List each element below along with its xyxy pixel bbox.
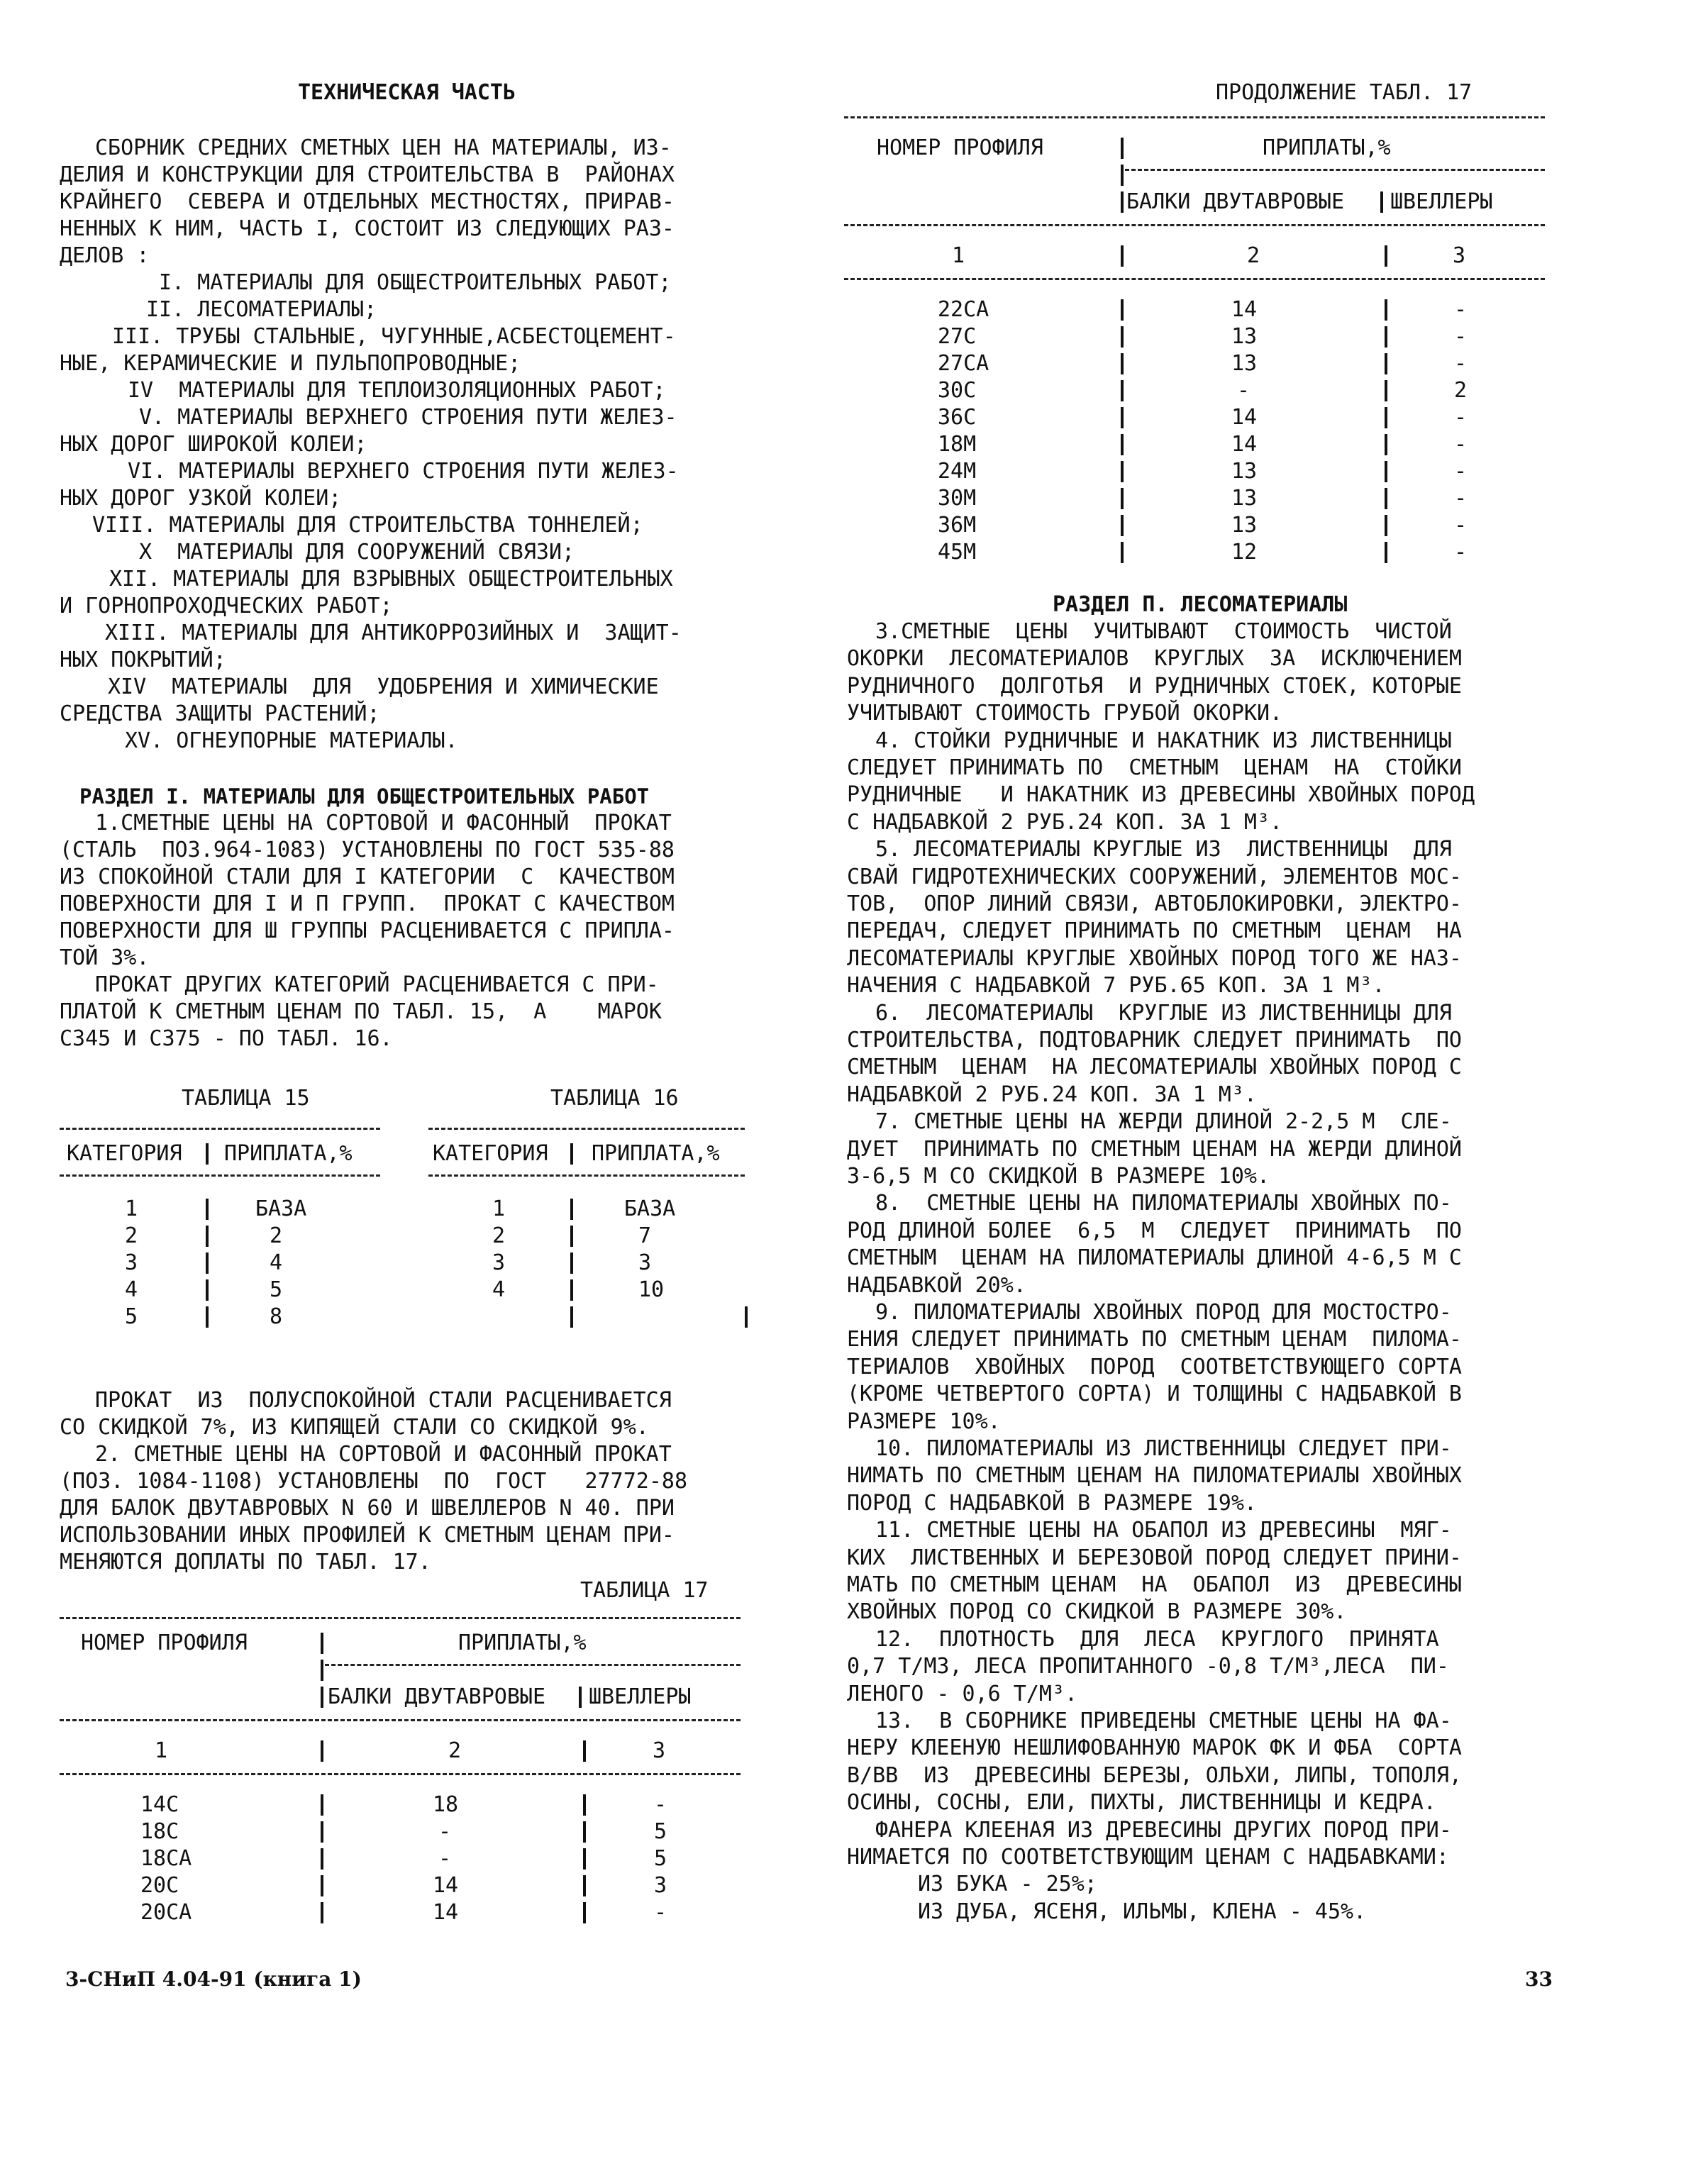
page-footer: 3-СНиП 4.04-91 (книга 1) — [65, 1967, 362, 1991]
table-rule — [60, 1128, 380, 1130]
column-header: ШВЕЛЛЕРЫ — [1390, 189, 1493, 214]
table-cell: 14С — [140, 1792, 179, 1817]
table-cell: 2 — [125, 1223, 138, 1248]
column-header: НОМЕР ПРОФИЛЯ — [81, 1631, 248, 1655]
column-header: ПРИПЛАТЫ,% — [1263, 135, 1391, 160]
column-separator — [583, 1794, 586, 1816]
table-cell: 18М — [938, 432, 977, 457]
section-heading: РАЗДЕЛ П. ЛЕСОМАТЕРИАЛЫ — [1053, 592, 1348, 617]
column-header: ПРИПЛАТА,% — [224, 1141, 353, 1166]
text-line: ДЕЛИЯ И КОНСТРУКЦИИ ДЛЯ СТРОИТЕЛЬСТВА В РАЙОНАХ — [60, 162, 675, 187]
text-line: ПОРОД С НАДБАВКОЙ В РАЗМЕРЕ 19%. — [847, 1490, 1257, 1516]
table-cell: - — [1454, 432, 1468, 457]
column-separator — [583, 1848, 586, 1870]
column-separator — [1121, 488, 1124, 509]
text-line: ЛЕНОГО - 0,6 Т/М³. — [847, 1681, 1078, 1706]
table-cell: 30М — [938, 486, 977, 511]
column-separator — [1385, 488, 1387, 509]
text-line: (СТАЛЬ ПОЗ.964-1083) УСТАНОВЛЕНЫ ПО ГОСТ 535-88 — [60, 838, 675, 862]
table-cell: 14 — [1231, 297, 1258, 322]
column-number: 1 — [952, 243, 965, 268]
column-separator — [321, 1633, 323, 1654]
text-line: ТОВ, ОПОР ЛИНИЙ СВЯЗИ, АВТОБЛОКИРОВКИ, ЭЛЕКТРО- — [847, 891, 1462, 916]
table-rule — [60, 1174, 380, 1177]
column-separator — [583, 1821, 586, 1843]
column-separator — [1121, 165, 1124, 186]
column-separator — [1385, 461, 1387, 482]
list-item: XV. ОГНЕУПОРНЫЕ МАТЕРИАЛЫ. — [125, 728, 458, 753]
table-cell: - — [1237, 378, 1250, 403]
text-line: НИМАТЬ ПО СМЕТНЫМ ЦЕНАМ НА ПИЛОМАТЕРИАЛЫ ХВОЙНЫХ — [847, 1463, 1462, 1489]
table-cell: - — [1454, 513, 1468, 538]
column-separator — [206, 1143, 209, 1165]
table-cell: 4 — [270, 1250, 283, 1275]
list-item: II. ЛЕСОМАТЕРИАЛЫ; — [146, 297, 377, 322]
text-line: СО СКИДКОЙ 7%, ИЗ КИПЯЩЕЙ СТАЛИ СО СКИДКОЙ 9%. — [60, 1415, 649, 1440]
list-item: XIV МАТЕРИАЛЫ ДЛЯ УДОБРЕНИЯ И ХИМИЧЕСКИЕ — [108, 674, 659, 699]
column-separator — [583, 1740, 586, 1762]
text-line: В/ВВ ИЗ ДРЕВЕСИНЫ БЕРЕЗЫ, ОЛЬХИ, ЛИПЫ, ТОПОЛЯ, — [847, 1762, 1462, 1788]
column-separator — [1121, 299, 1124, 321]
text-line: КИХ ЛИСТВЕННЫХ И БЕРЕЗОВОЙ ПОРОД СЛЕДУЕТ ПРИНИ- — [847, 1545, 1462, 1570]
column-header: БАЛКИ ДВУТАВРОВЫЕ — [328, 1684, 546, 1709]
table-title: ТАБЛИЦА 15 — [182, 1086, 310, 1111]
text-line: 8. СМЕТНЫЕ ЦЕНЫ НА ПИЛОМАТЕРИАЛЫ ХВОЙНЫХ ПО- — [875, 1191, 1452, 1216]
text-line: 4. СТОЙКИ РУДНИЧНЫЕ И НАКАТНИК ИЗ ЛИСТВЕННИЦЫ — [875, 728, 1452, 753]
text-line: КРАЙНЕГО СЕВЕРА И ОТДЕЛЬНЫХ МЕСТНОСТЯХ, ПРИРАВ- — [60, 189, 675, 214]
table-cell: 3 — [638, 1250, 652, 1275]
text-line: ИЗ СПОКОЙНОЙ СТАЛИ ДЛЯ I КАТЕГОРИИ С КАЧЕСТВОМ — [60, 865, 675, 889]
table-cell: 3 — [492, 1250, 506, 1275]
text-line: 3.СМЕТНЫЕ ЦЕНЫ УЧИТЫВАЮТ СТОИМОСТЬ ЧИСТОЙ — [875, 619, 1452, 644]
table-cell: 22СА — [938, 297, 989, 322]
table-cell: - — [1454, 351, 1468, 376]
column-separator — [570, 1199, 573, 1220]
column-separator — [321, 1740, 323, 1762]
text-line: 5. ЛЕСОМАТЕРИАЛЫ КРУГЛЫЕ ИЗ ЛИСТВЕННИЦЫ ДЛЯ — [875, 837, 1452, 862]
table-rule — [60, 1773, 741, 1775]
text-line: 1.СМЕТНЫЕ ЦЕНЫ НА СОРТОВОЙ И ФАСОННЫЙ ПРОКАТ — [95, 811, 672, 835]
list-item: IV МАТЕРИАЛЫ ДЛЯ ТЕПЛОИЗОЛЯЦИОННЫХ РАБОТ; — [128, 378, 666, 403]
table-rule — [428, 1174, 745, 1177]
table-rule — [844, 224, 1545, 226]
list-item: X МАТЕРИАЛЫ ДЛЯ СООРУЖЕНИЙ СВЯЗИ; — [139, 540, 575, 565]
table-cell: 4 — [125, 1277, 138, 1302]
text-line: ТЕРИАЛОВ ХВОЙНЫХ ПОРОД СООТВЕТСТВУЮЩЕГО СОРТА — [847, 1354, 1462, 1379]
text-line: НЕРУ КЛЕЕНУЮ НЕШЛИФОВАННУЮ МАРОК ФК И ФБА СОРТА — [847, 1735, 1462, 1761]
column-separator — [206, 1306, 209, 1328]
table-cell: БАЗА — [624, 1196, 676, 1221]
table-rule — [60, 1617, 741, 1619]
column-separator — [570, 1226, 573, 1247]
text-line: ДЛЯ БАЛОК ДВУТАВРОВЫХ N 60 И ШВЕЛЛЕРОВ N 40. ПРИ — [60, 1496, 675, 1521]
text-line: ДУЕТ ПРИНИМАТЬ ПО СМЕТНЫМ ЦЕНАМ НА ЖЕРДИ ДЛИНОЙ — [847, 1136, 1462, 1162]
table-cell: - — [1454, 459, 1468, 484]
text-line: 9. ПИЛОМАТЕРИАЛЫ ХВОЙНЫХ ПОРОД ДЛЯ МОСТОСТРО- — [875, 1300, 1452, 1325]
text-line: 11. СМЕТНЫЕ ЦЕНЫ НА ОБАПОЛ ИЗ ДРЕВЕСИНЫ МЯГ- — [875, 1518, 1452, 1543]
table-cell: 2 — [492, 1223, 506, 1248]
table-cell: 1 — [492, 1196, 506, 1221]
list-item: V. МАТЕРИАЛЫ ВЕРХНЕГО СТРОЕНИЯ ПУТИ ЖЕЛЕЗ- — [139, 405, 677, 430]
column-separator — [745, 1306, 748, 1328]
table-cell: - — [1454, 405, 1468, 430]
table-cell: 1 — [125, 1196, 138, 1221]
table-cell: 20С — [140, 1873, 179, 1898]
list-item: НЫЕ, КЕРАМИЧЕСКИЕ И ПУЛЬПОПРОВОДНЫЕ; — [60, 351, 521, 376]
table-rule — [1125, 169, 1545, 171]
list-item: I. МАТЕРИАЛЫ ДЛЯ ОБЩЕСТРОИТЕЛЬНЫХ РАБОТ; — [159, 270, 672, 295]
column-separator — [570, 1306, 573, 1328]
text-line: НИМАЕТСЯ ПО СООТВЕТСТВУЮЩИМ ЦЕНАМ С НАДБАВКАМИ: — [847, 1845, 1449, 1870]
column-separator — [1121, 353, 1124, 374]
column-number: 1 — [155, 1738, 168, 1763]
table-cell: - — [438, 1819, 452, 1844]
text-line: (КРОМЕ ЧЕТВЕРТОГО СОРТА) И ТОЛЩИНЫ С НАДБАВКОЙ В — [847, 1382, 1462, 1407]
section-heading: ТЕХНИЧЕСКАЯ ЧАСТЬ — [298, 80, 516, 105]
column-number: 2 — [1247, 243, 1260, 268]
table-cell: - — [438, 1846, 452, 1871]
table-cell: 8 — [270, 1304, 283, 1329]
column-header: ПРИПЛАТА,% — [592, 1141, 720, 1166]
text-line: 10. ПИЛОМАТЕРИАЛЫ ИЗ ЛИСТВЕННИЦЫ СЛЕДУЕТ ПРИ- — [875, 1436, 1452, 1461]
table-cell: 5 — [270, 1277, 283, 1302]
text-line: ИЗ БУКА - 25%; — [918, 1872, 1097, 1897]
table-cell: 18 — [433, 1792, 459, 1817]
text-line: 12. ПЛОТНОСТЬ ДЛЯ ЛЕСА КРУГЛОГО ПРИНЯТА — [875, 1626, 1439, 1652]
table-rule — [844, 278, 1545, 280]
text-line: РУДНИЧНОГО ДОЛГОТЬЯ И РУДНИЧНЫХ СТОЕК, КОТОРЫЕ — [847, 673, 1462, 699]
column-separator — [579, 1687, 582, 1708]
text-line: (ПОЗ. 1084-1108) УСТАНОВЛЕНЫ ПО ГОСТ 27772-88 — [60, 1469, 688, 1494]
text-line: 13. В СБОРНИКЕ ПРИВЕДЕНЫ СМЕТНЫЕ ЦЕНЫ НА ФА- — [875, 1709, 1452, 1733]
text-line: ХВОЙНЫХ ПОРОД СО СКИДКОЙ В РАЗМЕРЕ 30%. — [847, 1599, 1347, 1625]
table-cell: 13 — [1231, 486, 1258, 511]
column-separator — [1385, 434, 1387, 455]
column-separator — [206, 1252, 209, 1274]
text-line: СТРОИТЕЛЬСТВА, ПОДТОВАРНИК СЛЕДУЕТ ПРИНИМАТЬ ПО — [847, 1028, 1462, 1052]
table-cell: БАЗА — [255, 1196, 307, 1221]
table-cell: - — [1454, 324, 1468, 349]
text-line: НАЧЕНИЯ С НАДБАВКОЙ 7 РУБ.65 КОП. ЗА 1 М³. — [847, 973, 1385, 999]
text-line: ЕНИЯ СЛЕДУЕТ ПРИНИМАТЬ ПО СМЕТНЫМ ЦЕНАМ ПИЛОМА- — [847, 1327, 1462, 1352]
text-line: МЕНЯЮТСЯ ДОПЛАТЫ ПО ТАБЛ. 17. — [60, 1550, 431, 1574]
column-separator — [321, 1848, 323, 1870]
column-separator — [1121, 515, 1124, 536]
text-line: НЕННЫХ К НИМ, ЧАСТЬ I, СОСТОИТ ИЗ СЛЕДУЮЩИХ РАЗ- — [60, 216, 675, 241]
column-separator — [1385, 353, 1387, 374]
column-separator — [1121, 461, 1124, 482]
column-separator — [583, 1875, 586, 1896]
column-separator — [1385, 515, 1387, 536]
table-cell: 5 — [125, 1304, 138, 1329]
column-separator — [206, 1226, 209, 1247]
table-cell: 2 — [270, 1223, 283, 1248]
page-number: 33 — [1525, 1967, 1553, 1991]
table-title: ТАБЛИЦА 16 — [550, 1086, 679, 1111]
table-cell: - — [654, 1900, 667, 1925]
column-separator — [206, 1199, 209, 1220]
column-separator — [1121, 542, 1124, 563]
column-separator — [1121, 380, 1124, 401]
column-separator — [1385, 299, 1387, 321]
table-cell: 13 — [1231, 324, 1258, 349]
section-heading: РАЗДЕЛ I. МАТЕРИАЛЫ ДЛЯ ОБЩЕСТРОИТЕЛЬНЫХ РАБОТ — [79, 784, 650, 809]
text-line: МАТЬ ПО СМЕТНЫМ ЦЕНАМ НА ОБАПОЛ ИЗ ДРЕВЕСИНЫ — [847, 1572, 1462, 1597]
text-line: ОСИНЫ, СОСНЫ, ЕЛИ, ПИХТЫ, ЛИСТВЕННИЦЫ И КЕДРА. — [847, 1790, 1436, 1816]
column-separator — [1121, 326, 1124, 348]
column-separator — [1380, 191, 1383, 213]
list-item: VI. МАТЕРИАЛЫ ВЕРХНЕГО СТРОЕНИЯ ПУТИ ЖЕЛЕЗ- — [128, 459, 679, 484]
table-cell: 30С — [938, 378, 977, 403]
table-cell: 45М — [938, 540, 977, 565]
table-cell: 12 — [1231, 540, 1258, 565]
column-separator — [321, 1875, 323, 1896]
column-separator — [570, 1252, 573, 1274]
list-item: НЫХ ДОРОГ ШИРОКОЙ КОЛЕИ; — [60, 432, 367, 457]
list-item: НЫХ ПОКРЫТИЙ; — [60, 648, 226, 672]
table-cell: - — [654, 1792, 667, 1817]
text-line: ПРОКАТ ДРУГИХ КАТЕГОРИЙ РАСЦЕНИВАЕТСЯ С ПРИ- — [95, 972, 659, 997]
table-cell: 24М — [938, 459, 977, 484]
column-separator — [206, 1279, 209, 1301]
column-separator — [321, 1660, 323, 1681]
text-line: С НАДБАВКОЙ 2 РУБ.24 КОП. ЗА 1 М³. — [847, 809, 1283, 835]
table-cell: 13 — [1231, 513, 1258, 538]
list-item: XIII. МАТЕРИАЛЫ ДЛЯ АНТИКОРРОЗИЙНЫХ И ЗАЩИТ- — [105, 621, 682, 645]
text-line: СБОРНИК СРЕДНИХ СМЕТНЫХ ЦЕН НА МАТЕРИАЛЫ, ИЗ- — [95, 135, 672, 160]
column-header: НОМЕР ПРОФИЛЯ — [877, 135, 1043, 160]
column-separator — [321, 1687, 323, 1708]
text-line: РАЗМЕРЕ 10%. — [847, 1409, 1001, 1434]
text-line: ПРОКАТ ИЗ ПОЛУСПОКОЙНОЙ СТАЛИ РАСЦЕНИВАЕТСЯ — [95, 1388, 672, 1413]
list-item: III. ТРУБЫ СТАЛЬНЫЕ, ЧУГУННЫЕ,АСБЕСТОЦЕМЕНТ- — [112, 324, 676, 349]
table-cell: - — [1454, 486, 1468, 511]
table-cell: 27СА — [938, 351, 989, 376]
text-line: НАДБАВКОЙ 2 РУБ.24 КОП. ЗА 1 М³. — [847, 1082, 1257, 1107]
text-line: ДЕЛОВ : — [60, 243, 150, 268]
table-cell: 2 — [1454, 378, 1468, 403]
text-line: ФАНЕРА КЛЕЕНАЯ ИЗ ДРЕВЕСИНЫ ДРУГИХ ПОРОД ПРИ- — [875, 1817, 1452, 1843]
text-line: ПОВЕРХНОСТИ ДЛЯ Ш ГРУППЫ РАСЦЕНИВАЕТСЯ С ПРИПЛА- — [60, 918, 675, 943]
table-cell: - — [1454, 297, 1468, 322]
column-separator — [583, 1902, 586, 1923]
column-header: КАТЕГОРИЯ — [433, 1141, 548, 1166]
table-cell: 10 — [638, 1277, 665, 1302]
table-rule — [844, 116, 1545, 118]
column-header: БАЛКИ ДВУТАВРОВЫЕ — [1126, 189, 1345, 214]
text-line: ОКОРКИ ЛЕСОМАТЕРИАЛОВ КРУГЛЫХ ЗА ИСКЛЮЧЕНИЕМ — [847, 646, 1462, 672]
text-line: ЛЕСОМАТЕРИАЛЫ КРУГЛЫЕ ХВОЙНЫХ ПОРОД ТОГО ЖЕ НАЗ- — [847, 945, 1462, 971]
table-cell: 7 — [638, 1223, 652, 1248]
table-cell: 5 — [654, 1819, 667, 1844]
table-cell: 27С — [938, 324, 977, 349]
table-rule — [325, 1664, 741, 1666]
column-separator — [1121, 138, 1124, 159]
list-item: И ГОРНОПРОХОДЧЕСКИХ РАБОТ; — [60, 594, 393, 618]
list-item: СРЕДСТВА ЗАЩИТЫ РАСТЕНИЙ; — [60, 701, 380, 726]
text-line: РОД ДЛИНОЙ БОЛЕЕ 6,5 М СЛЕДУЕТ ПРИНИМАТЬ ПО — [847, 1218, 1462, 1243]
column-header: ШВЕЛЛЕРЫ — [589, 1684, 692, 1709]
column-separator — [1121, 191, 1124, 213]
text-line: ПЛАТОЙ К СМЕТНЫМ ЦЕНАМ ПО ТАБЛ. 15, А МАРОК — [60, 999, 662, 1024]
table-cell: 20СА — [140, 1900, 192, 1925]
text-line: СМЕТНЫМ ЦЕНАМ НА ЛЕСОМАТЕРИАЛЫ ХВОЙНЫХ ПОРОД С — [847, 1055, 1462, 1080]
table-cell: 18С — [140, 1819, 179, 1844]
text-line: ИЗ ДУБА, ЯСЕНЯ, ИЛЬМЫ, КЛЕНА - 45%. — [918, 1899, 1367, 1924]
text-line: ПОВЕРХНОСТИ ДЛЯ I И П ГРУПП. ПРОКАТ С КАЧЕСТВОМ — [60, 891, 675, 916]
column-number: 2 — [448, 1738, 462, 1763]
column-separator — [570, 1143, 573, 1165]
text-line: 2. СМЕТНЫЕ ЦЕНЫ НА СОРТОВОЙ И ФАСОННЫЙ ПРОКАТ — [95, 1442, 672, 1467]
column-separator — [1121, 245, 1124, 267]
table-cell: 3 — [125, 1250, 138, 1275]
text-line: 3-6,5 М СО СКИДКОЙ В РАЗМЕРЕ 10%. — [847, 1164, 1270, 1189]
list-item: XII. МАТЕРИАЛЫ ДЛЯ ВЗРЫВНЫХ ОБЩЕСТРОИТЕЛЬНЫХ — [109, 567, 673, 591]
table-cell: 5 — [654, 1846, 667, 1871]
column-separator — [1385, 245, 1387, 267]
column-separator — [1121, 434, 1124, 455]
text-line: РУДНИЧНЫЕ И НАКАТНИК ИЗ ДРЕВЕСИНЫ ХВОЙНЫХ ПОРОД — [847, 782, 1475, 808]
column-separator — [321, 1821, 323, 1843]
table-cell: 14 — [433, 1873, 459, 1898]
column-separator — [1385, 326, 1387, 348]
column-header: ПРИПЛАТЫ,% — [458, 1631, 587, 1655]
text-line: СЛЕДУЕТ ПРИНИМАТЬ ПО СМЕТНЫМ ЦЕНАМ НА СТОЙКИ — [847, 755, 1462, 780]
column-number: 3 — [653, 1738, 666, 1763]
text-line: ПЕРЕДАЧ, СЛЕДУЕТ ПРИНИМАТЬ ПО СМЕТНЫМ ЦЕНАМ НА — [847, 918, 1462, 944]
text-line: ТОЙ 3%. — [60, 945, 150, 970]
table-cell: 36С — [938, 405, 977, 430]
table-rule — [428, 1128, 745, 1130]
table-rule — [60, 1719, 741, 1721]
text-line: СВАЙ ГИДРОТЕХНИЧЕСКИХ СООРУЖЕНИЙ, ЭЛЕМЕНТОВ МОС- — [847, 864, 1462, 889]
column-separator — [321, 1902, 323, 1923]
table-cell: 18СА — [140, 1846, 192, 1871]
column-separator — [321, 1794, 323, 1816]
table-cell: 3 — [654, 1873, 667, 1898]
column-separator — [1385, 407, 1387, 428]
table-title: ТАБЛИЦА 17 — [580, 1578, 709, 1603]
column-number: 3 — [1453, 243, 1466, 268]
column-separator — [1385, 542, 1387, 563]
text-line: НАДБАВКОЙ 20%. — [847, 1272, 1026, 1298]
text-line: УЧИТЫВАЮТ СТОИМОСТЬ ГРУБОЙ ОКОРКИ. — [847, 701, 1283, 726]
column-header: КАТЕГОРИЯ — [67, 1141, 182, 1166]
table-cell: 13 — [1231, 351, 1258, 376]
table-cell: 36М — [938, 513, 977, 538]
table-cell: 14 — [1231, 405, 1258, 430]
table-cell: - — [1454, 540, 1468, 565]
text-line: ИСПОЛЬЗОВАНИИ ИНЫХ ПРОФИЛЕЙ К СМЕТНЫМ ЦЕНАМ ПРИ- — [60, 1523, 675, 1548]
text-line: 7. СМЕТНЫЕ ЦЕНЫ НА ЖЕРДИ ДЛИНОЙ 2-2,5 М СЛЕ- — [875, 1109, 1452, 1135]
text-line: С345 И С375 - ПО ТАБЛ. 16. — [60, 1026, 393, 1051]
column-separator — [1385, 380, 1387, 401]
table-cell: 4 — [492, 1277, 506, 1302]
list-item: НЫХ ДОРОГ УЗКОЙ КОЛЕИ; — [60, 486, 342, 511]
text-line: СМЕТНЫМ ЦЕНАМ НА ПИЛОМАТЕРИАЛЫ ДЛИНОЙ 4-6,5 М С — [847, 1245, 1462, 1271]
column-separator — [570, 1279, 573, 1301]
table-cell: 14 — [1231, 432, 1258, 457]
table-cell: 14 — [433, 1900, 459, 1925]
table-cell: 13 — [1231, 459, 1258, 484]
table-title: ПРОДОЛЖЕНИЕ ТАБЛ. 17 — [1216, 80, 1473, 105]
column-separator — [1121, 407, 1124, 428]
text-line: 0,7 Т/М3, ЛЕСА ПРОПИТАННОГО -0,8 Т/М³,ЛЕСА ПИ- — [847, 1654, 1449, 1679]
text-line: 6. ЛЕСОМАТЕРИАЛЫ КРУГЛЫЕ ИЗ ЛИСТВЕННИЦЫ ДЛЯ — [875, 1000, 1452, 1026]
list-item: VIII. МАТЕРИАЛЫ ДЛЯ СТРОИТЕЛЬСТВА ТОННЕЛЕЙ; — [92, 513, 643, 538]
